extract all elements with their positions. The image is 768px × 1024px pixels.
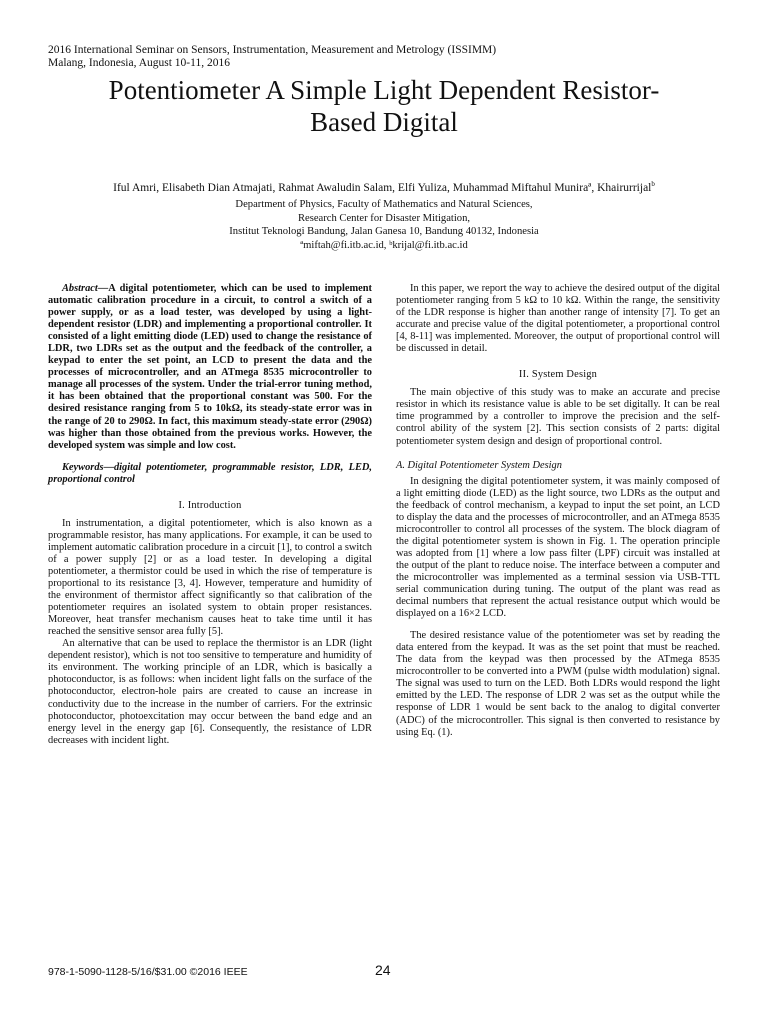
affiliation-emails: ªmiftah@fi.itb.ac.id, ᵇkrijal@fi.itb.ac.id [300, 239, 468, 251]
system-design-paragraph-2: In designing the digital potentiometer system, it was mainly composed of a light emitting diode (LED) as the light source, two LDRs as the output and the feedback of control mechanism, a keypad to input the set point, an LCD to display the data and the processes of microcontroller, and an ATmega 8535 microcontroller to control all processes of the system. The block diagram of the digital potentiometer system is shown in Fig. 1. The operation principle was adopted from [1] where a low pass filter (LPF) circuit was installed at the output of the plant to reduce noise. The interface between a computer and the microcontroller was implemented as a terminal session via USB-TTL serial communication during tuning. The output of the plant was read as decimal numbers that represent the actual resistance output which would be displayed on a 16×2 LCD. [396, 475, 720, 620]
left-column [48, 283, 372, 747]
keywords: Keywords—digital potentiometer, programmable resistor, LDR, LED, proportional control [48, 461, 372, 485]
author-list [20, 180, 748, 194]
affiliation-line: Research Center for Disaster Mitigation, [297, 212, 471, 224]
intro-paragraph-2: An alternative that can be used to replace the thermistor is an LDR (light dependent resistor), which is not too sensitive to temperature and humidity of its environment. The working principle of an LDR, which is basically a photoconductor, is as follows: when incident light falls on the surface of the photoconductor, electron-hole pairs are created to cause an increase in conductivity due to the increase in the number of carriers. For the extrinsic photoconductor, photoexcitation may occur between the band edge and an energy level in the energy gap [6]. Consequently, the resistance of LDR decreases with incident light. [48, 638, 372, 746]
right-column [396, 283, 720, 739]
intro-paragraph-1: In instrumentation, a digital potentiometer, which is also known as a programmable resistor, has many applications. For example, it can be used to implement automatic calibration procedure in a circuit [1], to control a switch of a power supply [2] or as a load tester. In developing a digital potentiometer, a thermistor could be used in which the rise of temperature is proportional to its resistance [3, 4]. However, temperature and humidity of the environment of thermistor affect significantly so that calibration of the potentiometer requires an isolated system to obtain proper resistances. Moreover, heat transfer mechanism causes heat to take time until it has reached the sensitive sensor area fully [5]. [48, 517, 372, 638]
conference-line-1: 2016 International Seminar on Sensors, Instrumentation, Measurement and Metrology (ISSIMM) [48, 44, 497, 56]
system-design-paragraph-1: The main objective of this study was to make an accurate and precise resistor in which its resistance value is able to be set digitally. It can be real time programmed by a controller to improve the precision and the self-control ability of the system [2]. This section consists of 2 parts: digital potentiometer system design and design of proportional control. [396, 387, 720, 447]
author-names: Iful Amri, Elisabeth Dian Atmajati, Rahmat Awaludin Salam, Elfi Yuliza, Muhammad Miftahul Muniraª, Khairurrijal [113, 181, 652, 194]
title-line-1: Potentiometer A Simple Light Dependent Resistor- [108, 75, 660, 105]
intro-paragraph-3: In this paper, we report the way to achieve the desired output of the digital potentiometer ranging from 5 kΩ to 10 kΩ. Within the range, the sensitivity of the LDR response is higher than another range of intensity [7]. To get an accurate and precise value of the digital potentiometer, a proportional control [4, 8-11] was implemented. Moreover, the output of proportional control will be discussed in detail. [396, 283, 720, 355]
abstract-text: —A digital potentiometer, which can be used to implement automatic calibration procedure in a circuit, to control a switch of a power supply, or as a load tester, was developed by using a light-dependent resistor (LDR) and implementing a proportional controller. It consisted of a light emitting diode (LED) used to change the resistance of LDR, two LDRs set as the output and the feedback of the controller, a keypad to enter the set point, an LCD to present the data and the processes of microcontroller, and an ATmega 8535 microcontroller to manage all processes of the system. Under the trial-error tuning method, it has been obtained that the proportional constant was 500. For the desired resistance ranging from 5 to 10kΩ, its steady-state error was in the range of 20 to 290Ω. In fact, this maximum steady-state error (290Ω) was higher than those obtained from the previous works. However, the developed system was simple and low cost. [48, 283, 372, 451]
affiliation-line: Institut Teknologi Bandung, Jalan Ganesa 10, Bandung 40132, Indonesia [229, 226, 539, 237]
abstract [48, 283, 372, 452]
section-heading-system-design: II. System Design [518, 369, 598, 381]
paper-title [30, 74, 738, 138]
abstract-label: Abstract [62, 283, 98, 294]
section-heading-introduction: I. Introduction [178, 499, 242, 511]
title-line-2: Based Digital [310, 107, 458, 137]
affiliation-line: Department of Physics, Faculty of Mathematics and Natural Sciences, [235, 199, 533, 210]
author-superscript: b [651, 180, 655, 188]
subsection-heading-a: A. Digital Potentiometer System Design [396, 459, 562, 471]
footer-isbn: 978-1-5090-1128-5/16/$31.00 ©2016 IEEE [48, 966, 248, 978]
system-design-paragraph-3: The desired resistance value of the potentiometer was set by reading the data entered from the keypad. It was as the set point that must be reached. The data from the keypad was then processed by the ATmega 8535 microcontroller to be converted into a PWM (pulse width modulation) signal. The signal was used to turn on the LED. Both LDRs would respond the light emitted by the LED. The response of LDR 2 was set as the output while the response of LDR 1 would be sent back to the analog to digital converter (ADC) of the microcontroller. This signal is then converted to resistance by using Eq. (1). [396, 630, 720, 738]
conference-header [48, 44, 496, 70]
affiliation-block [20, 198, 748, 252]
conference-line-2: Malang, Indonesia, August 10-11, 2016 [48, 57, 230, 69]
page-number: 24 [375, 962, 391, 978]
